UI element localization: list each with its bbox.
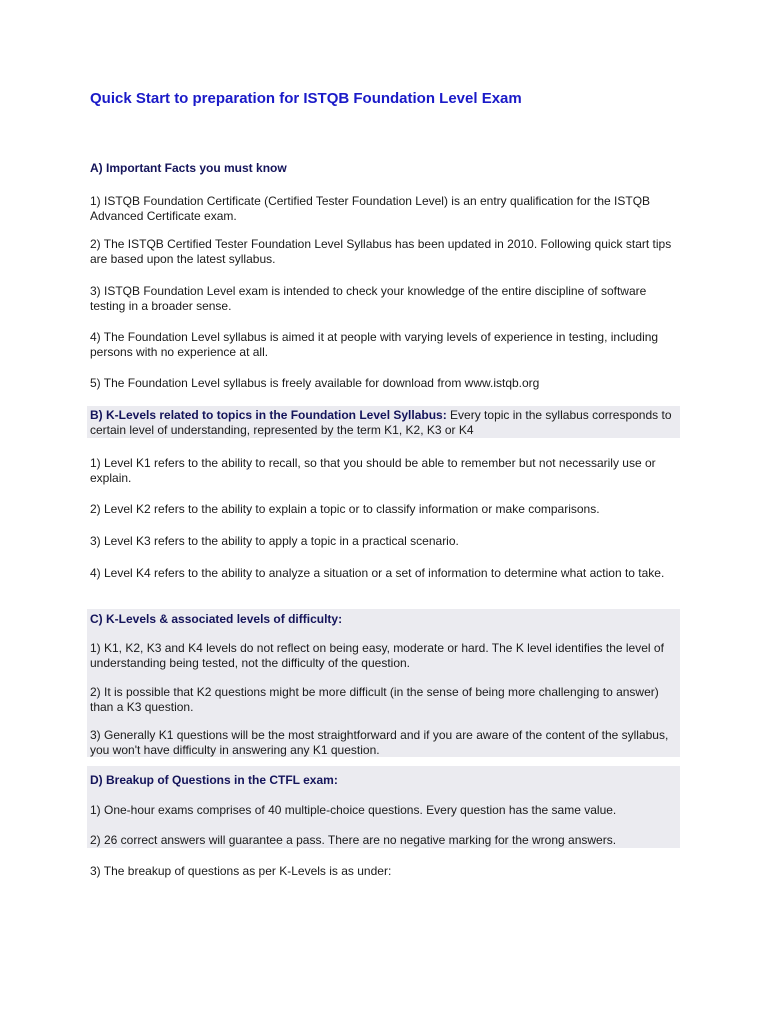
section-b-header bbox=[90, 408, 680, 438]
section-b-item-4: 4) Level K4 refers to the ability to analyze a situation or a set of information to determine what action to take. bbox=[90, 566, 665, 580]
section-d-item-3: 3) The breakup of questions as per K-Levels is as under: bbox=[90, 864, 392, 878]
section-d-item-2: 2) 26 correct answers will guarantee a pass. There are no negative marking for the wrong answers. bbox=[90, 833, 617, 847]
section-b-item-2: 2) Level K2 refers to the ability to explain a topic or to classify information or make comparisons. bbox=[90, 502, 600, 516]
section-c-item-2: 2) It is possible that K2 questions might be more difficult (in the sense of being more challenging to answer) than a K3 question. bbox=[90, 685, 659, 714]
page-title: Quick Start to preparation for ISTQB Foundation Level Exam bbox=[90, 90, 522, 107]
section-a-item-3: 3) ISTQB Foundation Level exam is intended to check your knowledge of the entire discipline of software testing in a broader sense. bbox=[90, 284, 647, 313]
section-a-item-1: 1) ISTQB Foundation Certificate (Certified Tester Foundation Level) is an entry qualification for the ISTQB Advanced Certificate exam. bbox=[90, 194, 651, 223]
section-a-item-4: 4) The Foundation Level syllabus is aimed it at people with varying levels of experience in testing, including persons with no experience at all. bbox=[90, 330, 659, 359]
section-d-item-1: 1) One-hour exams comprises of 40 multiple-choice questions. Every question has the same value. bbox=[90, 803, 617, 817]
section-c-item-1: 1) K1, K2, K3 and K4 levels do not reflect on being easy, moderate or hard. The K level identifies the level of understanding being tested, not the difficulty of the question. bbox=[90, 641, 664, 670]
section-b-intro: Every topic in the syllabus corresponds to certain level of understanding, represented by the term K1, K2, K3 or K4 bbox=[90, 408, 672, 437]
section-a-item-5: 5) The Foundation Level syllabus is freely available for download from www.istqb.org bbox=[90, 376, 540, 390]
section-b-item-1: 1) Level K1 refers to the ability to recall, so that you should be able to remember but not necessarily use or explain. bbox=[90, 456, 656, 485]
section-b-item-3: 3) Level K3 refers to the ability to apply a topic in a practical scenario. bbox=[90, 534, 459, 548]
section-a-item-2: 2) The ISTQB Certified Tester Foundation Level Syllabus has been updated in 2010. Following quick start tips are based upon the latest syllabus. bbox=[90, 237, 672, 266]
section-c-heading: C) K-Levels & associated levels of difficulty: bbox=[90, 612, 343, 626]
section-b-heading: B) K-Levels related to topics in the Foundation Level Syllabus: bbox=[90, 408, 447, 422]
section-c-item-3: 3) Generally K1 questions will be the most straightforward and if you are aware of the content of the syllabus, you won't have difficulty in answering any K1 question. bbox=[90, 728, 669, 757]
section-d-heading: D) Breakup of Questions in the CTFL exam: bbox=[90, 773, 338, 787]
section-a-heading: A) Important Facts you must know bbox=[90, 161, 287, 175]
